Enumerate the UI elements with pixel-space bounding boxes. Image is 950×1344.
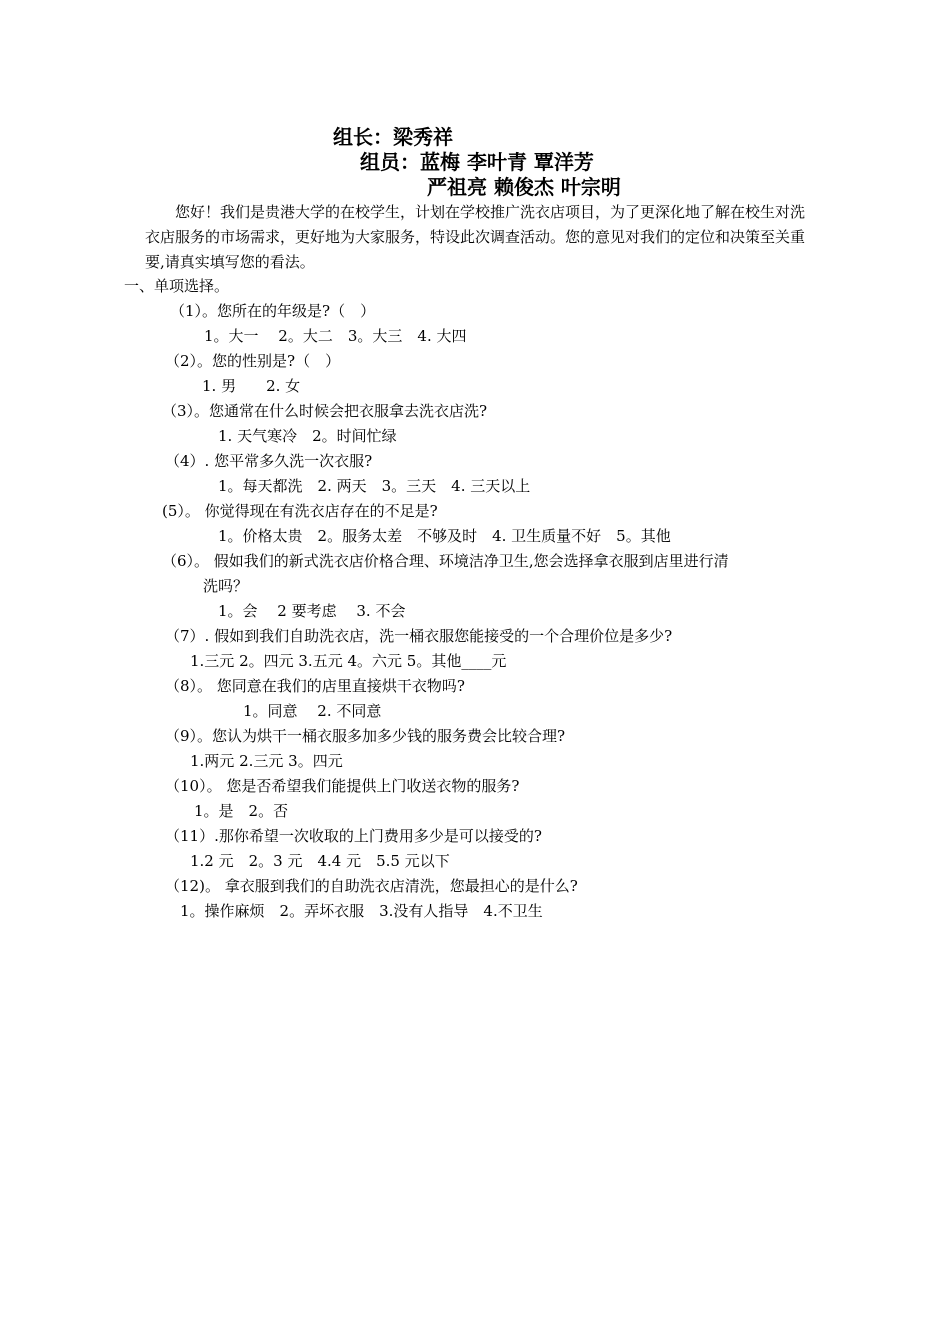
- question-4: （4）. 您平常多久洗一次衣服?: [165, 452, 373, 470]
- answer-options-6: 1。会 2 要考虑 3. 不会: [218, 602, 406, 620]
- answer-options-5: 1。价格太贵 2。服务太差 不够及时 4. 卫生质量不好 5。其他: [218, 527, 671, 545]
- answer-options-8: 1。同意 2. 不同意: [243, 702, 382, 720]
- question-1: （1）。您所在的年级是?（ ）: [170, 302, 376, 320]
- question-6: （6）。 假如我们的新式洗衣店价格合理、环境洁净卫生,您会选择拿衣服到店里进行清: [162, 552, 729, 570]
- group-members-line1: 组员：蓝梅 李叶青 覃洋芳: [360, 150, 594, 174]
- group-members-line2: 严祖亮 赖俊杰 叶宗明: [427, 175, 621, 199]
- question-11: （11）.那你希望一次收取的上门费用多少是可以接受的?: [165, 827, 542, 845]
- group-leader: 组长：梁秀祥: [333, 125, 453, 149]
- question-6-continued: 洗吗？: [203, 577, 249, 595]
- section-title: 一、单项选择。: [124, 277, 230, 295]
- answer-options-11: 1.2 元 2。3 元 4.4 元 5.5 元以下: [190, 852, 450, 870]
- intro-paragraph: 您好！我们是贵港大学的在校学生，计划在学校推广洗衣店项目，为了更深化地了解在校生对洗衣店服务的市场需求，更好地为大家服务，特设此次调查活动。您的意见对我们的定位和决策至关重要,请真实填写您的看法。: [145, 203, 806, 271]
- answer-options-3: 1. 天气寒冷 2。时间忙绿: [218, 427, 397, 445]
- question-2: （2）。您的性别是?（ ）: [165, 352, 341, 370]
- answer-options-10: 1。是 2。否: [194, 802, 289, 820]
- question-9: （9）。您认为烘干一桶衣服多加多少钱的服务费会比较合理?: [165, 727, 566, 745]
- question-3: （3）。您通常在什么时候会把衣服拿去洗衣店洗?: [162, 402, 488, 420]
- question-5: (5）。 你觉得现在有洗衣店存在的不足是?: [162, 502, 438, 520]
- answer-options-4: 1。每天都洗 2. 两天 3。三天 4. 三天以上: [218, 477, 531, 495]
- answer-options-9: 1.两元 2.三元 3。四元: [190, 752, 343, 770]
- question-7: （7）. 假如到我们自助洗衣店，洗一桶衣服您能接受的一个合理价位是多少?: [165, 627, 673, 645]
- answer-options-12: 1。操作麻烦 2。弄坏衣服 3.没有人指导 4.不卫生: [180, 902, 543, 920]
- question-8: （8）。 您同意在我们的店里直接烘干衣物吗?: [165, 677, 465, 695]
- question-10: （10）。 您是否希望我们能提供上门收送衣物的服务?: [165, 777, 520, 795]
- answer-options-7: 1.三元 2。四元 3.五元 4。六元 5。其他____元: [190, 652, 507, 670]
- question-12: （12)。 拿衣服到我们的自助洗衣店清洗，您最担心的是什么?: [165, 877, 578, 895]
- answer-options-2: 1. 男 2. 女: [202, 377, 301, 395]
- answer-options-1: 1。大一 2。大二 3。大三 4. 大四: [204, 327, 467, 345]
